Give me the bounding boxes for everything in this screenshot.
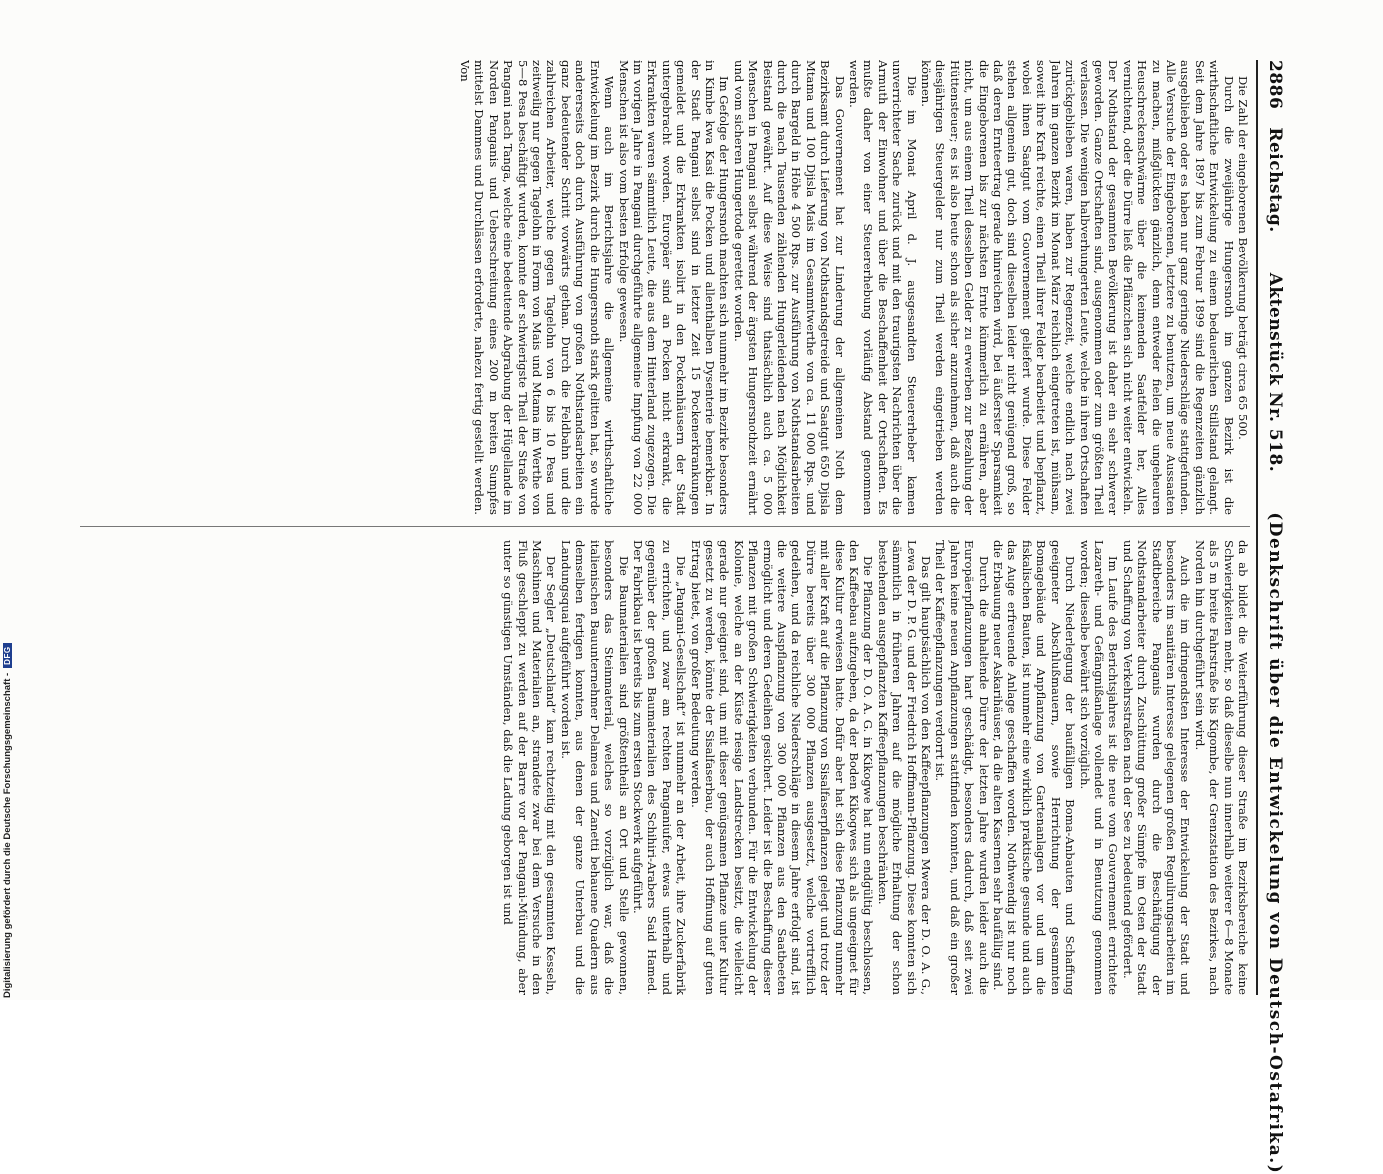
dfg-logo: DFG: [3, 643, 12, 667]
paragraph: Das Gouvernement hat zur Linderung der allgemeinen Noth dem Bezirksamt durch Lieferung von Nothstandsgetreide und Saatgut 650 Djisla Mtama und 100 Djisla Mais im Gesammtwerthe von ca. 11 000 Rps. und durch Bargeld in Höhe 4 500 Rps. zur Ausführung von Nothstandsarbeiten durch die nach Tausenden zählenden Hungerleidenden nach Möglichkeit Beistand gewährt. Auf diese Weise sind thatsächlich auch ca. 5 000 Menschen in Pangani selbst während der ärgsten Hungersnothzeit ernährt und vom sicheren Hungertode gerettet worden.: [731, 60, 847, 515]
paragraph: Die Baumaterialien sind größtentheils an Ort und Stelle gewonnen, besonders das Steinmaterial, welches so vorzüglich war, daß die italienischen Bauunternehmer Delamea und Zanetti behauene Quadern aus demselben fertigen konnten, aus denen der ganze Unterbau und die Landungsquai aufgeführt worden ist.: [558, 540, 631, 995]
running-header: [1260, 60, 1290, 1174]
paragraph: Auch die im dringendsten Interesse der Entwickelung der Stadt und besonders im sanitären Interesse gelegenen großen Regulirungsarbeiten im Stadtbereiche Panganis wurden durch die Beschäftigung der Nothstandarbeiter durch Zuschüttung großer Sümpfe im Osten der Stadt und Schaffung von Verkehrsstraßen nach der See zu bedeutend gefördert.: [1120, 540, 1193, 995]
paragraph: Durch Niederlegung der baufälligen Boma-Anbauten und Schaffung geeigneter Abschlußmauern, sowie Herrichtung der gesammten Bomagebäude und Anpflanzung von Gartenanlagen vor und um die fiskalischen Bauten, ist nunmehr eine wirklich praktische gesunde und auch das Auge erfreuende Anlage geschaffen worden. Nothwendig ist nur noch die Erbauung neuer Askarihäuser, da die alten Kasernen sehr baufällig sind.: [991, 540, 1078, 995]
digitization-credit: [2, 643, 13, 998]
paragraph: Durch die zweijährige Hungersnoth im ganzen Bezirk ist die wirthschaftliche Entwickelung zu einem bedauerlichen Stillstand gelangt. Seit dem Jahre 1897 bis zum Februar 1899 sind die Regenzeiten gänzlich ausgeblieben oder es haben nur ganz geringe Niederschläge stattgefunden. Alle Versuche der Eingeborenen, letztere zu benutzen, um neue Aussaaten zu machen, mißglückten gänzlich, denn entweder fielen die ungeheuren Heuschreckenschwärme über die keimenden Saatfelder her, Alles vernichtend, oder die Dürre ließ die Pflänzchen sich nicht weiter entwickeln. Der Nothstand der gesammten Bevölkerung ist daher ein sehr schwerer geworden. Ganze Ortschaften sind, ausgenommen oder zum größten Theil verlassen. Die wenigen halbverhungerten Leute, welche in ihren Ortschaften zurückgeblieben waren, haben zur Regenzeit, welche endlich nach zwei Jahren im ganzen Bezirk im Monat März reichlich eingetreten ist, mühsam, soweit ihre Kraft reichte, einen Theil ihrer Felder bearbeitet und bepflanzt, wobei ihnen Saatgut vom Gouvernement geliefert wurde. Diese Felder stehen allgemein gut, doch sind dieselben leider nicht genügend groß, so daß deren Ernteertrag gerade hinreichen wird, bei äußerster Sparsamkeit die Eingeborenen bis zur nächsten Ernte kümmerlich zu ernähren, aber nicht, um aus einem Theil desselben Gelder zu erwerben zur Bezahlung der Hüttensteuer; es ist also heute schon als sicher anzunehmen, daß auch die diesjährigen Steuergelder nur zum Theil werden eingetrieben werden können.: [919, 60, 1236, 515]
header-left-label: Reichstag.: [1265, 127, 1285, 233]
document-title: (Denkschrift über die Entwickelung von Deutsch-Ostafrika.): [1265, 512, 1285, 1174]
paragraph: da ab bildet die Weiterführung dieser Straße im Bezirksbereiche keine Schwierigkeiten mehr, so daß dieselbe nun innerhalb weiterer 6—8 Monate als 5 m breite Fahrstraße bis Kigombe, der Grenzstation des Bezirkes, nach Norden hin durchgeführt sein wird.: [1192, 540, 1250, 995]
rotated-document-sheet: [75, 60, 1290, 1174]
paragraph: Die Zahl der eingeborenen Bevölkerung beträgt circa 65 500.: [1236, 76, 1250, 440]
paragraph: Die „Pangani-Gesellschaft“ ist nunmehr an der Arbeit, ihre Zuckerfabrik zu errichten, und zwar am rechten Panganiufer, etwas unterhalb und gegenüber der großen Baumaterialien des Schihiri-Arabers Said Hamed. Der Fabrikbau ist bereits bis zum ersten Stockwerk aufgeführt.: [630, 540, 689, 995]
paragraph: Im Gefolge der Hungersnoth machten sich nunmehr im Bezirke besonders in Kimbe kwa Kasi die Pocken und allenthalben Dysenterie bemerkbar. In der Stadt Pangani selbst sind in letzter Zeit 15 Pockenerkrankungen gemeldet und die Erkrankten isolirt in den Pockenhäusern der Stadt untergebracht worden. Europäer sind an Pocken nicht erkrankt, die Erkrankten waren sämmtlich Leute, die aus dem Hinterland zugezogen. Die im vorigen Jahre in Pangani durchgeführte allgemeine Impfung von 22 000 Menschen ist also vom besten Erfolge gewesen.: [616, 60, 732, 515]
column-divider: [80, 526, 1250, 527]
paragraph: Das gilt hauptsächlich von den Kaffeepflanzungen Mwera der D. O. A. G., Lewa der D. P. G. und der Friedrich Hoffmann-Pflanzung. Diese konnten sich sämmtlich in früheren Jahren auf die mögliche Erhaltung der schon bestehenden ausgepflanzten Kaffeepflanzungen beschränken.: [875, 540, 934, 995]
left-column: [80, 60, 1250, 515]
right-column: [80, 540, 1250, 995]
paragraph: Der Segler „Deutschland“ kam rechtzeitig mit den gesammten Kesseln, Maschinen und Materialien an, strandete zwar bei dem Versuche in den Fluß geschleppt zu werden auf der Barre vor der Pangani-Mündung, aber unter so günstigen Umständen, daß die Ladung geborgen ist und: [501, 540, 559, 995]
paragraph: Wenn auch im Berichtsjahre die allgemeine wirthschaftliche Entwickelung im Bezirk durch die Hungersnoth stark gelitten hat, so wurde andererseits doch durch Ausführung von großen Nothstandsarbeiten ein ganz bedeutender Schritt vorwärts gethan. Durch die Feldbahn und die zahlreichen Arbeiter, welche gegen Tagelohn von 6 bis 10 Pesa und zeitweilig nur gegen Tagelohn in Form von Mais und Mtama im Werthe von 5—8 Pesa beschäftigt wurden, konnte der schwierigste Theil der Straße von Pangani nach Tanga, welche eine bedeutende Abgrabung der Hügellande im Norden Panganis und Ueberschreitung eines 200 m breiten Sumpfes mittelst Dammes und Durchlässen erforderte, nahezu fertig gestellt werden. Von: [458, 60, 617, 515]
paragraph: Die Pflanzung der D. O. A. G. in Kikogwe hat nun endgültig beschlossen, den Kaffeebau aufzugeben, da der Boden Kikogwes sich als ungeeignet für diese Kultur erwiesen hatte. Dafür aber hat sich diese Pflanzung nunmehr mit aller Kraft auf die Pflanzung von Sisalfaserpflanzen gelegt und trotz der Dürre bereits über 300 000 Pflanzen ausgesetzt, welche vortrefflich gedeihen, und da reichliche Niederschläge in diesem Jahre erfolgt sind, ist die weitere Auspflanzung von 300 000 Pflanzen aus den Saatbeeten ermöglicht und deren Gedeihen gesichert. Leider ist die Beschaffung dieser Pflanzen mit großen Schwierigkeiten verbunden. Für die Entwickelung der Kolonie, welche an der Küste riesige Landstrecken besitzt, die vielleicht gerade nur geeignet sind, um mit dieser genügsamen Pflanze unter Kultur gesetzt zu werden, könnte der Sisalfaserbau, der auch Hoffnung auf guten Ertrag bietet, von großer Bedeutung werden.: [688, 540, 876, 995]
paragraph: Die im Monat April d. J. ausgesandten Steuererheber kamen unverrichteter Sache zurück und mit den traurigsten Nachrichten über die Armuth der Einwohner und über die Beschaffenheit der Ortschaften. Es mußte daher von einer Steuererhebung vorläufig Abstand genommen werden.: [847, 60, 919, 515]
page-number: 2886: [1265, 60, 1285, 110]
paragraph: Durch die anhaltende Dürre der letzten Jahre wurden leider auch die Europäerpflanzungen hart geschädigt, besonders dadurch, daß seit zwei Jahren keine neuen Anpflanzungen stattfinden konnten, und daß ein großer Theil der Kaffeepflanzungen verdorrt ist.: [933, 540, 991, 995]
header-rule: [1256, 60, 1258, 995]
paragraph: Im Laufe des Berichtsjahres ist die neue vom Gouvernement errichtete Lazareth- und Gefängnißanlage vollendet und in Benutzung genommen worden; dieselbe bewährt sich vorzüglich.: [1077, 540, 1121, 995]
credit-text: Digitalisierung gefördert durch die Deutsche Forschungsgemeinschaft -: [2, 672, 13, 998]
document-number: Aktenstück Nr. 518.: [1265, 272, 1285, 473]
